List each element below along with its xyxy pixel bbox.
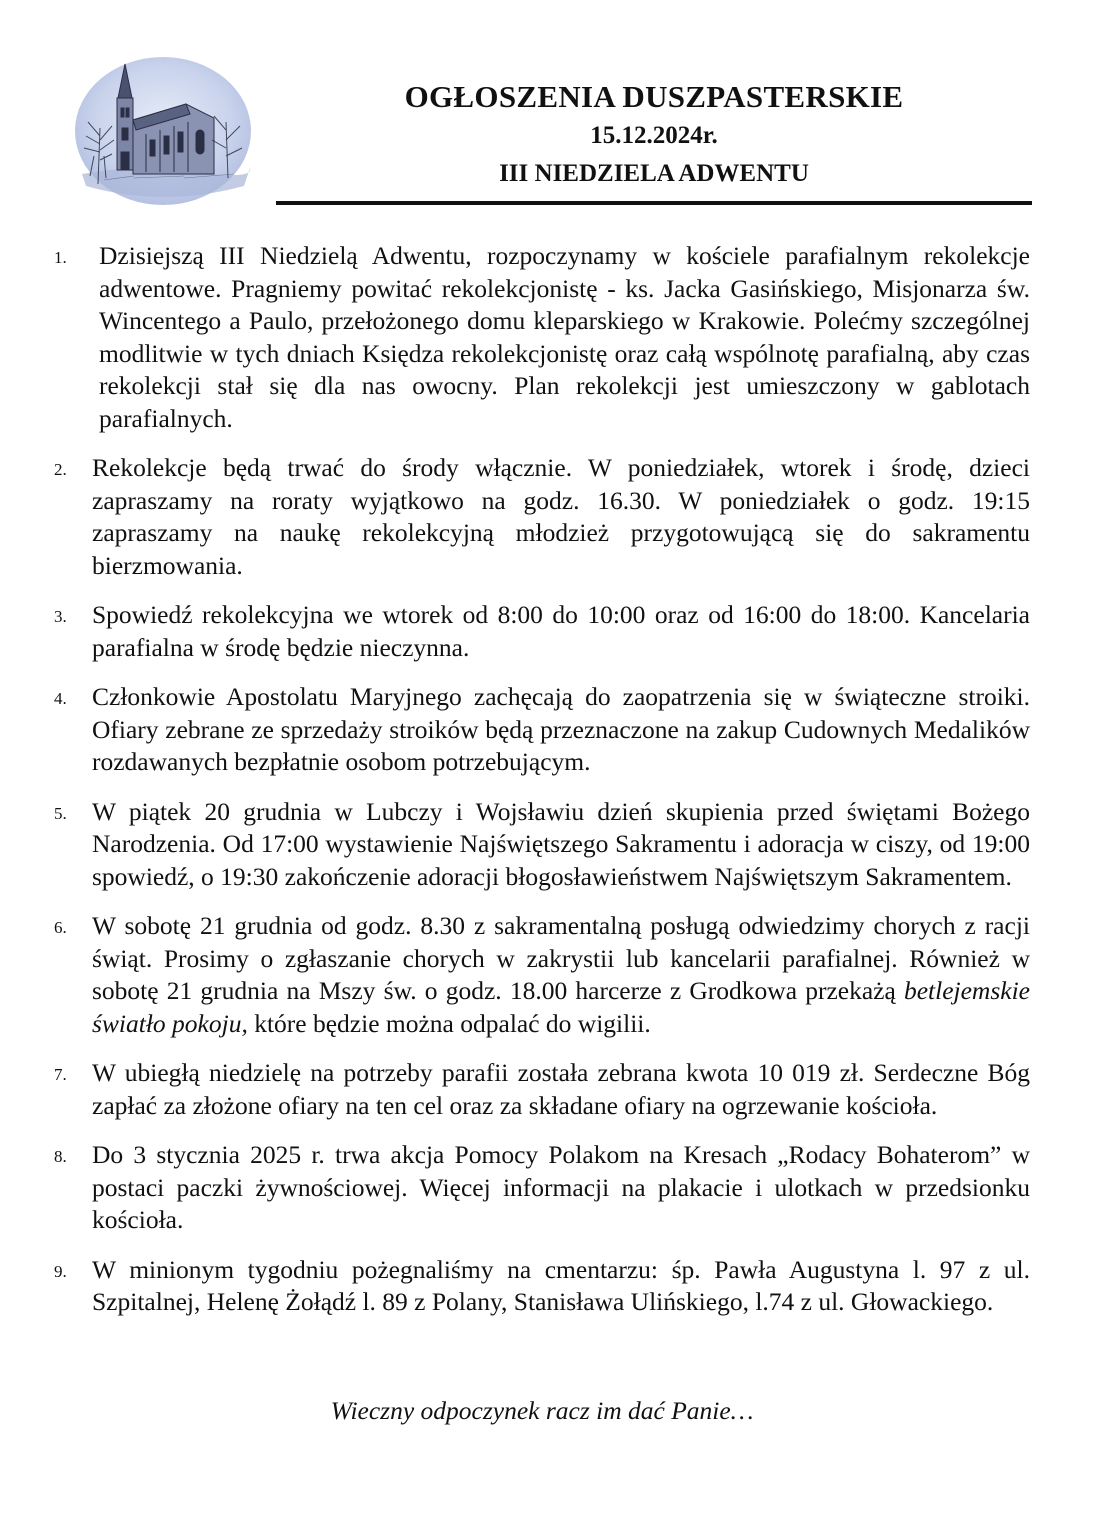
page-title: OGŁOSZENIA DUSZPASTERSKIE [404,79,904,114]
item-number: 1. [54,248,67,267]
item-number: 7. [54,1065,67,1084]
list-item [54,599,1030,664]
list-item [54,1139,1030,1237]
list-item [54,1057,1030,1122]
item-text: Rekolekcje będą trwać do środy włącznie. W poniedziałek, wtorek i środę, dzieci zapraszamy na roraty wyjątkowo na godz. 16.30. W poniedziałek o godz. 19:15 zapraszamy na naukę rekolekcyjną młodzież przygotowującą się do sakramentu bierzmowania. [92,453,1030,580]
list-item [54,910,1030,1040]
liturgical-day: III NIEDZIELA ADWENTU [499,160,809,187]
item-text: Do 3 stycznia 2025 r. trwa akcja Pomocy Polakom na Kresach „Rodacy Bohaterom” w postaci paczki żywnościowej. Więcej informacji na plakacie i ulotkach w przedsionku kościoła. [92,1140,1030,1234]
item-text-italic: betlejemskie światło pokoju, [92,976,1030,1038]
announcement-header [276,78,1032,192]
announcement-date: 15.12.2024r. [590,122,718,149]
item-number: 6. [54,918,67,937]
item-number: 2. [54,460,67,479]
item-text: Dzisiejszą III Niedzielą Adwentu, rozpoczynamy w kościele parafialnym rekolekcje adwentowe. Pragniemy powitać rekolekcjonistę - ks. Jacka Gasińskiego, Misjonarza św. Wincentego a Paulo, przełożonego domu kleparskiego w Krakowie. Polećmy szczególnej modlitwie w tych dniach Księdza rekolekcjonistę oraz całą wspólnotę parafialną, aby czas rekolekcji stał się dla nas owocny. Plan rekolekcji jest umieszczony w gablotach parafialnych. [99,241,1030,433]
item-text: W minionym tygodniu pożegnaliśmy na cmentarzu: śp. Pawła Augustyna l. 97 z ul. Szpitalnej, Helenę Żołądź l. 89 z Polany, Stanisława Ulińskiego, l.74 z ul. Głowackiego. [92,1254,1030,1316]
announcement-list [54,240,1030,1336]
church-illustration-icon [74,56,252,206]
closing-prayer: Wieczny odpoczynek racz im dać Panie… [330,1396,754,1425]
church-logo [74,56,252,206]
item-number: 9. [54,1261,67,1281]
item-text: W piątek 20 grudnia w Lubczy i Wojsławiu dzień skupienia przed świętami Bożego Narodzenia. Od 17:00 wystawienie Najświętszego Sakramentu i adoracja w ciszy, od 19:00 spowiedź, o 19:30 zakończenie adoracji błogosławieństwem Najświętszym Sakramentem. [92,796,1030,891]
header-divider [276,201,1032,205]
item-text: W ubiegłą niedzielę na potrzeby parafii została zebrana kwota 10 019 zł. Serdeczne Bóg zapłać za złożone ofiary na ten cel oraz za składane ofiary na ogrzewanie kościoła. [92,1058,1030,1120]
list-item [54,1254,1030,1319]
item-text-after: które będzie można odpalać do wigilii. [247,1008,651,1038]
item-number: 3. [54,607,67,626]
item-text-before: W sobotę 21 grudnia od godz. 8.30 z sakramentalną posługą odwiedzimy chorych z racji świąt. Prosimy o zgłaszanie chorych w zakrystii lub kancelarii parafialnej. Również w sobotę 21 grudnia na Mszy św. o godz. 18.00 harcerze z Grodkowa przekażą [92,911,1030,1005]
list-item [54,452,1030,582]
item-text: Spowiedź rekolekcyjna we wtorek od 8:00 do 10:00 oraz od 16:00 do 18:00. Kancelaria parafialna w środę będzie nieczynna. [92,600,1030,662]
list-item [54,681,1030,779]
list-item [54,796,1030,894]
item-text [92,910,1030,1040]
item-number: 8. [54,1147,67,1166]
item-number: 5. [54,803,67,823]
item-number: 4. [54,689,67,708]
list-item [54,240,1030,435]
item-text: Członkowie Apostolatu Maryjnego zachęcają do zaopatrzenia się w świąteczne stroiki. Ofiary zebrane ze sprzedaży stroików będą przeznaczone na zakup Cudownych Medalików rozdawanych bezpłatnie osobom potrzebującym. [92,682,1030,776]
